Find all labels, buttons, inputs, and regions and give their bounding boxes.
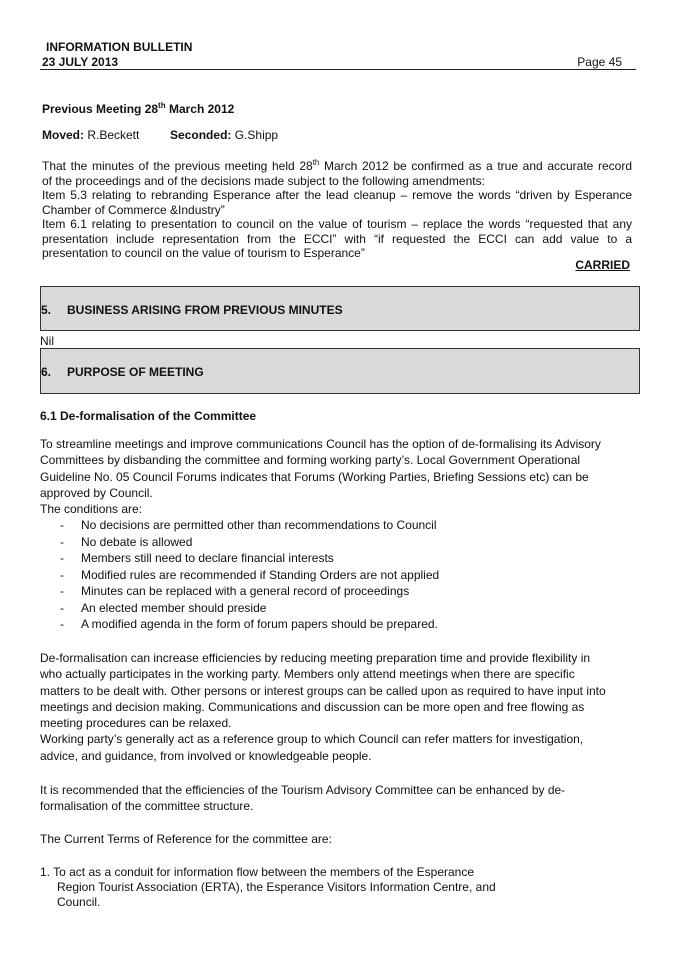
item61-line: presentation to council on the value of tourism to Esperance” xyxy=(42,246,365,260)
section-5-number: 5. xyxy=(41,303,52,317)
paragraph-line: advice, and guidance, from involved or knowledgeable people. xyxy=(40,748,372,763)
seconded-label: Seconded: xyxy=(170,128,232,142)
condition-text: An elected member should preside xyxy=(81,600,267,615)
previous-meeting-heading xyxy=(42,99,234,117)
moved-value: R.Beckett xyxy=(84,128,140,142)
item61-line: Item 6.1 relating to presentation to council on the value of tourism – replace the words “requested that any xyxy=(42,217,632,231)
term-line: 1. To act as a conduit for information flow between the members of the Esperance xyxy=(40,865,475,879)
intro-line: To streamline meetings and improve communications Council has the option of de-formalising its Advisory xyxy=(40,437,601,451)
paragraph-line: Working party’s generally act as a reference group to which Council can refer matters for investigation, xyxy=(40,732,584,747)
minutes-line: of the proceedings and of the decisions made subject to the following amendments: xyxy=(42,173,485,188)
recommendation-paragraph xyxy=(40,782,635,815)
heading-part: Previous Meeting 28 xyxy=(42,102,159,116)
moved-line xyxy=(42,128,278,143)
list-item: - Members still need to declare financial interests xyxy=(60,551,334,566)
list-item: - A modified agenda in the form of forum papers should be prepared. xyxy=(60,617,438,632)
section-6-title: PURPOSE OF MEETING xyxy=(67,365,204,379)
condition-text: Modified rules are recommended if Standing Orders are not applied xyxy=(81,567,440,582)
terms-label: The Current Terms of Reference for the committee are: xyxy=(40,832,332,846)
item53-line: Item 5.3 relating to rebranding Esperance after the lead cleanup – remove the words “driven by Esperance xyxy=(42,188,632,202)
header-rule xyxy=(40,69,636,70)
page-number: Page 45 xyxy=(577,55,622,69)
list-item: - No debate is allowed xyxy=(60,534,193,549)
term-line: Council. xyxy=(57,895,101,909)
list-item: - An elected member should preside xyxy=(60,600,267,615)
paragraph-line: matters to be dealt with. Other persons or interest groups can be called upon as required to have input into xyxy=(40,683,606,698)
bulletin-title: INFORMATION BULLETIN xyxy=(46,40,193,54)
paragraph-line: meetings and decision making. Communications and discussion can be more open and free flowing as xyxy=(40,699,585,714)
section-5-body: Nil xyxy=(40,334,54,348)
conditions-label: The conditions are: xyxy=(40,502,143,517)
minutes-sup: th xyxy=(312,158,320,167)
section-6-1-body xyxy=(40,436,635,633)
deformalisation-paragraph xyxy=(40,650,635,764)
term-line: Region Tourist Association (ERTA), the Esperance Visitors Information Centre, and xyxy=(57,880,496,894)
section-5-title: BUSINESS ARISING FROM PREVIOUS MINUTES xyxy=(67,303,343,317)
intro-line: Guideline No. 05 Council Forums indicates that Forums (Working Parties, Briefing Sessions etc) can be xyxy=(40,469,589,484)
term-1 xyxy=(40,865,635,910)
heading-part: March 2012 xyxy=(165,102,235,116)
intro-line: approved by Council. xyxy=(40,485,153,500)
minutes-text: That the minutes of the previous meeting held 28 xyxy=(42,159,313,173)
condition-text: Members still need to declare financial interests xyxy=(81,551,334,566)
item53-line: Chamber of Commerce &Industry” xyxy=(42,202,225,217)
paragraph-line: who actually participates in the working party. Members only attend meetings when there are specific xyxy=(40,667,575,682)
condition-text: No debate is allowed xyxy=(81,534,193,549)
section-6-1-heading: 6.1 De-formalisation of the Committee xyxy=(40,409,257,423)
list-item: - Modified rules are recommended if Standing Orders are not applied xyxy=(60,567,440,582)
paragraph-line: meeting procedures can be relaxed. xyxy=(40,716,232,731)
carried-label: CARRIED xyxy=(575,258,630,272)
section-6-box xyxy=(40,348,640,394)
list-item: - Minutes can be replaced with a general record of proceedings xyxy=(60,584,410,599)
item61-line: presentation include representation from the ECCI” with “if requested the ECCI can add value to a xyxy=(42,231,632,246)
section-5-box xyxy=(40,286,640,331)
bulletin-date: 23 JULY 2013 xyxy=(42,55,119,69)
paragraph-line: De-formalisation can increase efficiencies by reducing meeting preparation time and provide flexibility in xyxy=(40,651,591,665)
conditions-list xyxy=(40,517,635,633)
condition-text: A modified agenda in the form of forum papers should be prepared. xyxy=(81,617,438,632)
minutes-text: March 2012 be confirmed as a true and accurate record xyxy=(319,159,633,173)
paragraph-line: formalisation of the committee structure. xyxy=(40,799,254,814)
paragraph-line: It is recommended that the efficiencies of the Tourism Advisory Committee can be enhanced by de- xyxy=(40,783,566,797)
minutes-line xyxy=(42,156,632,174)
intro-line: Committees by disbanding the committee and forming working party’s. Local Government Operational xyxy=(40,453,581,468)
section-6-number: 6. xyxy=(41,365,52,379)
seconded-value: G.Shipp xyxy=(231,128,279,142)
heading-sup: th xyxy=(158,101,166,110)
list-item: - No decisions are permitted other than recommendations to Council xyxy=(60,518,437,533)
condition-text: Minutes can be replaced with a general record of proceedings xyxy=(81,584,410,599)
minutes-paragraph xyxy=(42,156,632,261)
condition-text: No decisions are permitted other than recommendations to Council xyxy=(81,518,437,533)
moved-label: Moved: xyxy=(42,128,84,142)
